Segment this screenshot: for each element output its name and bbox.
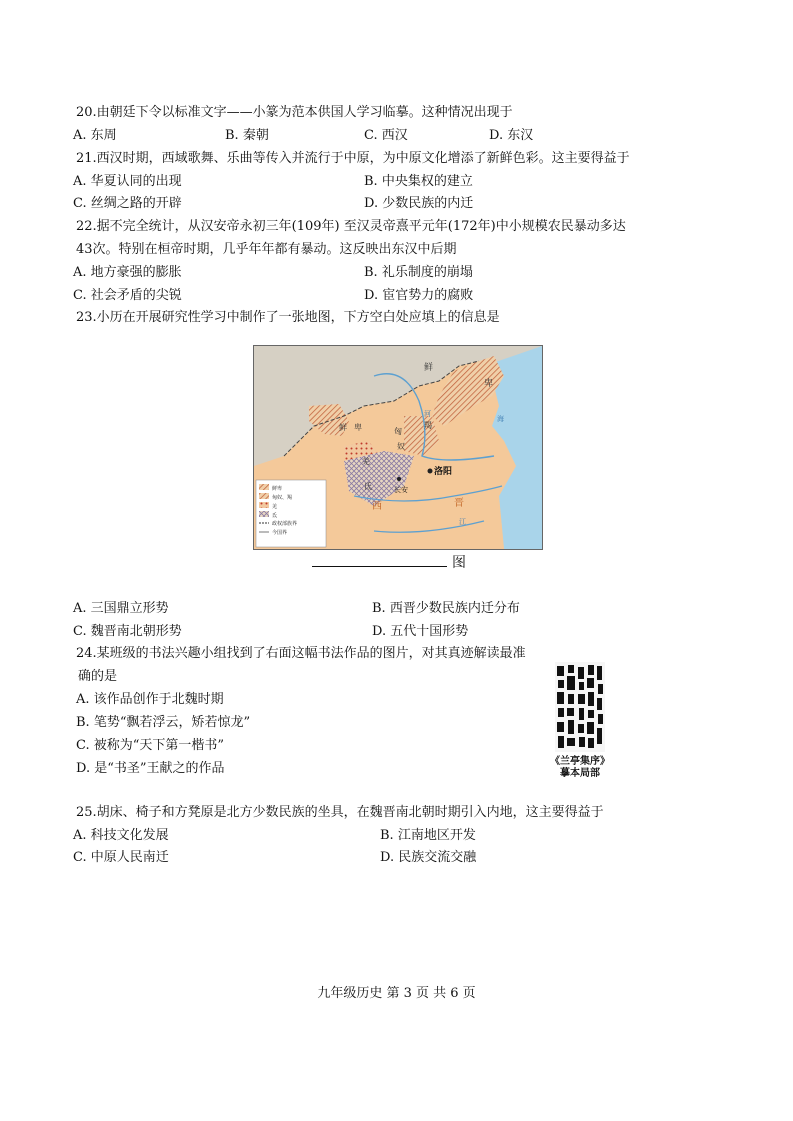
q23-stem: 23.小历在开展研究性学习中制作了一张地图，下方空白处应填上的信息是 xyxy=(76,310,500,325)
q21-option-c: C. 丝绸之路的开辟 xyxy=(73,196,182,211)
q20-stem: 20.由朝廷下令以标准文字——小篆为范本供国人学习临摹。这种情况出现于 xyxy=(76,105,513,120)
map-label-he: 河 xyxy=(424,410,431,418)
q23-option-d: D. 五代十国形势 xyxy=(372,624,469,639)
map-label-bei: 卑 xyxy=(484,379,494,389)
calligraphy-caption-sub: 摹本局部 xyxy=(560,768,600,779)
q25-option-a: A. 科技文化发展 xyxy=(73,828,169,843)
q24-option-a: A. 该作品创作于北魏时期 xyxy=(76,692,224,707)
calligraphy-image xyxy=(555,662,605,752)
historical-map xyxy=(253,345,543,550)
map-label-jin: 晋 xyxy=(454,498,464,509)
q21-option-a: A. 华夏认同的出现 xyxy=(73,174,182,189)
page-footer: 九年级历史 第 3 页 共 6 页 xyxy=(317,986,476,1001)
q23-option-c: C. 魏晋南北朝形势 xyxy=(73,624,182,639)
map-label-xiong: 匈 xyxy=(394,427,402,436)
q20-option-b: B. 秦朝 xyxy=(225,128,269,143)
luoyang-marker xyxy=(428,469,433,474)
q22-stem-2: 43次。特别在桓帝时期，几乎年年都有暴动。这反映出东汉中后期 xyxy=(76,242,457,257)
q24-option-d: D. 是“书圣”王献之的作品 xyxy=(76,761,225,776)
q21-option-b: B. 中央集权的建立 xyxy=(364,174,473,189)
map-label-xian2: 鲜 xyxy=(339,423,347,432)
changan-marker xyxy=(397,477,401,481)
legend-qiang: 羌 xyxy=(272,504,278,510)
q25-option-c: C. 中原人民南迁 xyxy=(73,850,169,865)
q24-option-b: B. 笔势“飘若浮云，矫若惊龙” xyxy=(76,715,251,730)
calligraphy-caption-title: 《兰亭集序》 xyxy=(550,756,610,767)
legend-xianbei: 鲜卑 xyxy=(272,486,283,492)
legend-modern-border: 今国界 xyxy=(272,530,288,536)
legend-di: 氐 xyxy=(272,513,278,519)
q20-option-a: A. 东周 xyxy=(73,128,117,143)
q24-stem-2: 确的是 xyxy=(78,669,118,684)
q22-stem: 22.据不完全统计，从汉安帝永初三年(109年) 至汉灵帝熹平元年(172年)中小规模农民暴动多达 xyxy=(76,219,626,234)
q20-option-c: C. 西汉 xyxy=(364,128,408,143)
q22-option-a: A. 地方豪强的膨胀 xyxy=(73,265,182,280)
map-label-xi: 西 xyxy=(372,501,382,512)
q23-option-b: B. 西晋少数民族内迁分布 xyxy=(372,601,520,616)
fill-in-blank-line[interactable] xyxy=(312,566,447,567)
q25-option-d: D. 民族交流交融 xyxy=(380,850,477,865)
map-legend xyxy=(256,480,326,547)
legend-border: 政权部族界 xyxy=(272,521,298,527)
map-label-changan: 长安 xyxy=(394,486,408,494)
q21-option-d: D. 少数民族的内迁 xyxy=(364,196,474,211)
q25-option-b: B. 江南地区开发 xyxy=(380,828,476,843)
map-label-bei2: 卑 xyxy=(354,423,362,432)
map-label-qiang: 羌 xyxy=(362,457,370,466)
map-label-di: 氐 xyxy=(364,482,372,491)
map-label-jiang: 江 xyxy=(459,518,466,526)
q22-option-c: C. 社会矛盾的尖锐 xyxy=(73,288,182,303)
map-label-jie: 羯 xyxy=(424,421,432,430)
q25-stem: 25.胡床、椅子和方凳原是北方少数民族的坐具，在魏晋南北朝时期引入内地，这主要得益于 xyxy=(76,805,604,820)
q23-blank-suffix: 图 xyxy=(452,555,466,571)
map-label-luoyang: 洛阳 xyxy=(434,467,453,477)
q21-stem: 21.西汉时期，西域歌舞、乐曲等传入并流行于中原，为中原文化增添了新鲜色彩。这主要得益于 xyxy=(76,151,630,166)
q24-option-c: C. 被称为“天下第一楷书” xyxy=(76,738,225,753)
map-label-hai: 海 xyxy=(497,415,504,423)
legend-xiongnu: 匈奴、羯 xyxy=(272,495,293,501)
calligraphy-caption xyxy=(549,756,611,780)
q24-stem: 24.某班级的书法兴趣小组找到了右面这幅书法作品的图片，对其真迹解读最准 xyxy=(76,646,526,661)
map-label-xian: 鲜 xyxy=(424,363,434,373)
map-label-nu: 奴 xyxy=(397,442,405,451)
q20-option-d: D. 东汉 xyxy=(489,128,534,143)
q22-option-d: D. 宦官势力的腐败 xyxy=(364,288,474,303)
q23-option-a: A. 三国鼎立形势 xyxy=(73,601,169,616)
q22-option-b: B. 礼乐制度的崩塌 xyxy=(364,265,473,280)
